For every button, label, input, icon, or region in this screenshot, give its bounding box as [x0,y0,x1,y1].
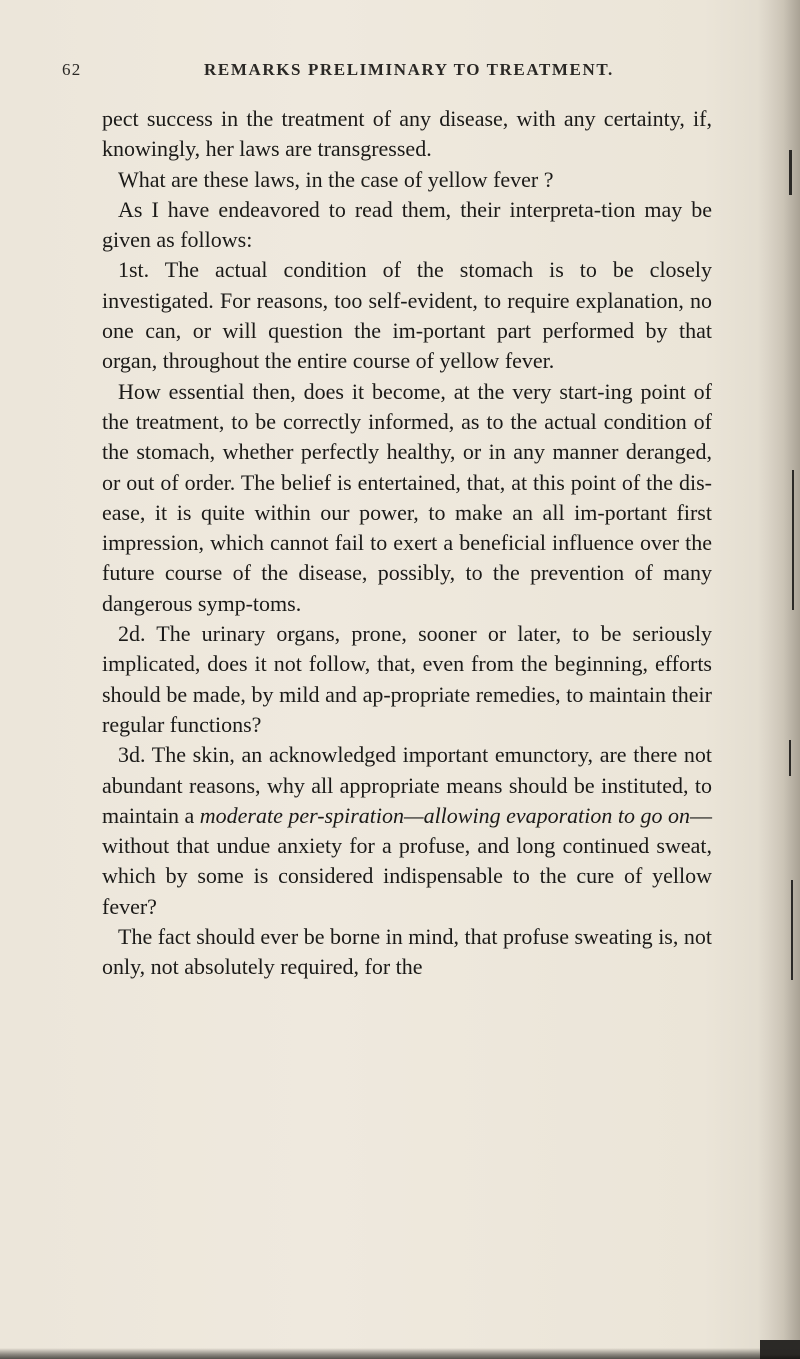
paragraph-text: 3d. The skin, an acknowledged important emunctory, are there not abundant reasons, why all appropriate means should be instituted, to maintain a [102,742,712,828]
italic-phrase: moderate per-spiration—allowing evaporation to go on [199,802,691,828]
edge-mark [789,150,792,195]
edge-mark [791,880,793,980]
binding-shadow [758,0,800,1359]
paragraph: As I have endeavored to read them, their interpreta-tion may be given as follows: [102,196,712,253]
edge-mark [789,740,791,776]
paragraph-with-italic [102,740,712,922]
paragraph: pect success in the treatment of any disease, with any certainty, if, knowingly, her laws are transgressed. [102,106,712,162]
page-number: 62 [62,60,82,79]
running-title: REMARKS PRELIMINARY TO TREATMENT. [204,60,614,79]
paragraph-text: —without that undue anxiety for a profuse, and long continued sweat, which by some is considered indispensable to the cure of yellow fever? [102,802,713,919]
edge-mark [792,470,794,610]
paragraph: The fact should ever be borne in mind, that profuse sweating is, not only, not absolutely required, for the [102,924,712,980]
body-text [102,104,712,983]
running-header [62,60,722,82]
paragraph: 2d. The urinary organs, prone, sooner or later, to be seriously implicated, does it not follow, that, even from the beginning, efforts should be made, by mild and ap-propriate remedies, to maintain their regular functions? [102,621,712,737]
paragraph: How essential then, does it become, at the very start-ing point of the treatment, to be correctly informed, as to the actual condition of the stomach, whether perfectly healthy, or in any manner deranged, or out of order. The belief is entertained, that, at this point of the dis-ease, it is quite within our power, to make an all im-portant first impression, which cannot fail to exert a beneficial influence over the future course of the disease, possibly, to the prevention of many dangerous symp-toms. [102,378,712,616]
paragraph: 1st. The actual condition of the stomach is to be closely investigated. For reasons, too self-evident, to require explanation, no one can, or will question the im-portant part performed by that organ, throughout the entire course of yellow fever. [102,257,712,374]
paragraph: What are these laws, in the case of yellow fever ? [118,166,554,192]
page-bottom-edge [0,1348,800,1359]
